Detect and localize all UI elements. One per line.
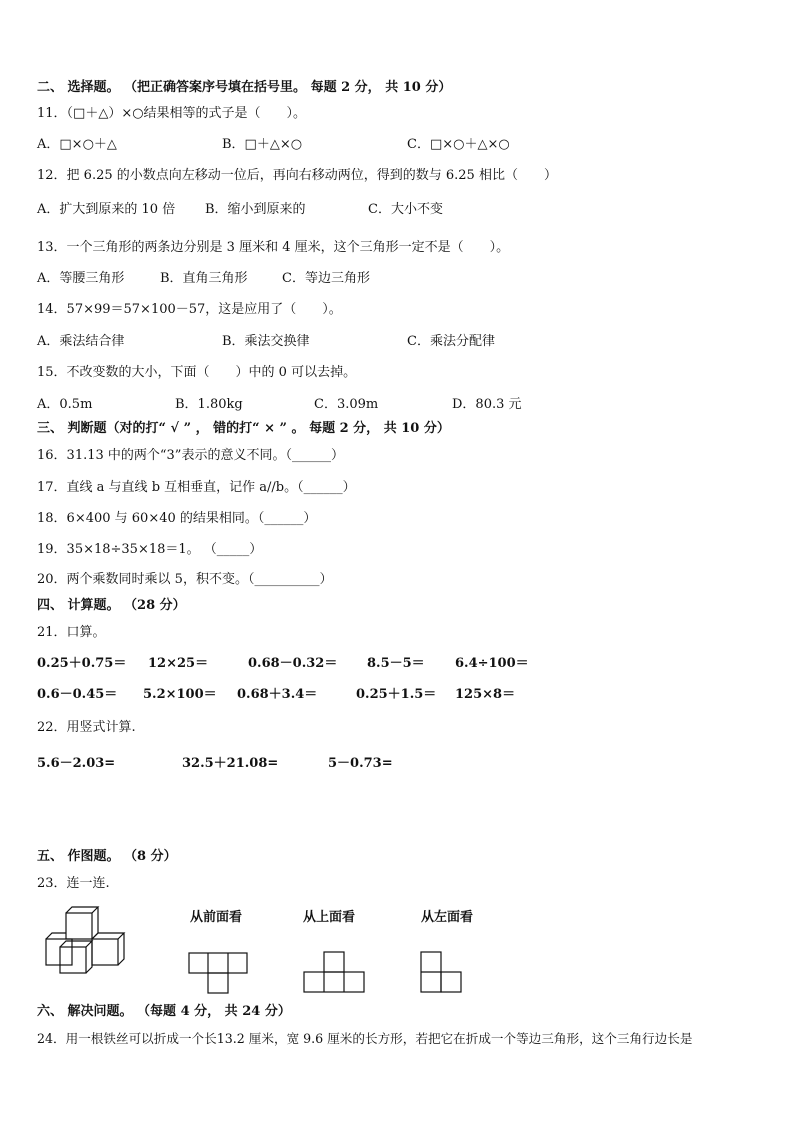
front-view-shape <box>188 950 250 996</box>
top-view-shape <box>303 950 367 996</box>
vertical-2: 32.5＋21.08= <box>182 756 279 771</box>
oral-r1-c4: 8.5－5＝ <box>367 656 425 671</box>
cube-stack-figure <box>40 905 132 977</box>
q14-option-a: A．乘法结合律 <box>37 334 125 349</box>
oral-r1-c5: 6.4÷100＝ <box>455 656 529 671</box>
q18: 18．6×400 与 60×40 的结果相同。（______） <box>37 511 317 526</box>
q16: 16．31.13 中的两个“3”表示的意义不同。（______） <box>37 448 344 463</box>
q13-option-a: A．等腰三角形 <box>37 271 125 286</box>
left-view-shape <box>419 950 465 996</box>
q14-option-b: B．乘法交换律 <box>222 334 310 349</box>
q14-option-c: C．乘法分配律 <box>407 334 495 349</box>
q11-option-b: B．□＋△×○ <box>222 137 303 152</box>
q11-option-a: A．□×○＋△ <box>37 137 117 152</box>
vertical-3: 5－0.73= <box>328 756 393 771</box>
oral-r2-c2: 5.2×100＝ <box>143 687 217 702</box>
view-label-front: 从前面看 <box>190 910 243 925</box>
q11-option-c: C．□×○＋△×○ <box>407 137 510 152</box>
q17: 17．直线 a 与直线 b 互相垂直，记作 a//b。（______） <box>37 480 356 495</box>
oral-r1-c3: 0.68－0.32＝ <box>248 656 338 671</box>
q23-title: 23．连一连. <box>37 876 110 891</box>
oral-r2-c5: 125×8＝ <box>455 687 516 702</box>
view-label-left: 从左面看 <box>421 910 474 925</box>
section-5-title: 五、 作图题。 （8 分） <box>37 849 177 864</box>
section-4-title: 四、 计算题。 （28 分） <box>37 598 186 613</box>
q15-stem: 15．不改变数的大小，下面（ ）中的 0 可以去掉。 <box>37 365 357 380</box>
oral-r1-c1: 0.25＋0.75＝ <box>37 656 127 671</box>
section-2-title: 二、 选择题。 （把正确答案序号填在括号里。 每题 2 分， 共 10 分） <box>37 80 452 95</box>
q12-option-b: B．缩小到原来的 <box>205 202 306 217</box>
q15-option-a: A．0.5m <box>37 397 93 412</box>
oral-r2-c1: 0.6－0.45＝ <box>37 687 118 702</box>
q12-option-c: C．大小不变 <box>368 202 443 217</box>
q20: 20．两个乘数同时乘以 5，积不变。（__________） <box>37 572 333 587</box>
q13-option-c: C．等边三角形 <box>282 271 370 286</box>
section-6-title: 六、 解决问题。 （每题 4 分， 共 24 分） <box>37 1004 291 1019</box>
view-label-top: 从上面看 <box>303 910 356 925</box>
q11-stem: 11．（□＋△）×○结果相等的式子是（ ）。 <box>37 106 307 121</box>
oral-r2-c4: 0.25＋1.5＝ <box>356 687 437 702</box>
oral-r2-c3: 0.68＋3.4＝ <box>237 687 318 702</box>
q24-stem: 24．用一根铁丝可以折成一个长13.2 厘米，宽 9.6 厘米的长方形，若把它在折成一个等边三角形，这个三角行边长是 <box>37 1031 693 1046</box>
q15-option-b: B．1.80kg <box>175 397 243 412</box>
q14-stem: 14．57×99＝57×100－57，这是应用了（ ）。 <box>37 302 342 317</box>
q12-option-a: A．扩大到原来的 10 倍 <box>37 202 176 217</box>
q19: 19．35×18÷35×18＝1。 （_____） <box>37 542 263 557</box>
q22-title: 22．用竖式计算. <box>37 720 136 735</box>
q21-title: 21．口算。 <box>37 625 106 640</box>
q13-option-b: B．直角三角形 <box>160 271 248 286</box>
q12-stem: 12．把 6.25 的小数点向左移动一位后，再向右移动两位，得到的数与 6.25 相比（ ） <box>37 168 557 183</box>
section-3-title: 三、 判断题（对的打“ √ ” ， 错的打“ × ” 。 每题 2 分， 共 10 分） <box>37 421 450 436</box>
vertical-1: 5.6－2.03= <box>37 756 116 771</box>
q15-option-d: D．80.3 元 <box>452 397 522 412</box>
oral-r1-c2: 12×25＝ <box>148 656 209 671</box>
q15-option-c: C．3.09m <box>314 397 379 412</box>
q13-stem: 13．一个三角形的两条边分别是 3 厘米和 4 厘米，这个三角形一定不是（ ）。 <box>37 240 510 255</box>
